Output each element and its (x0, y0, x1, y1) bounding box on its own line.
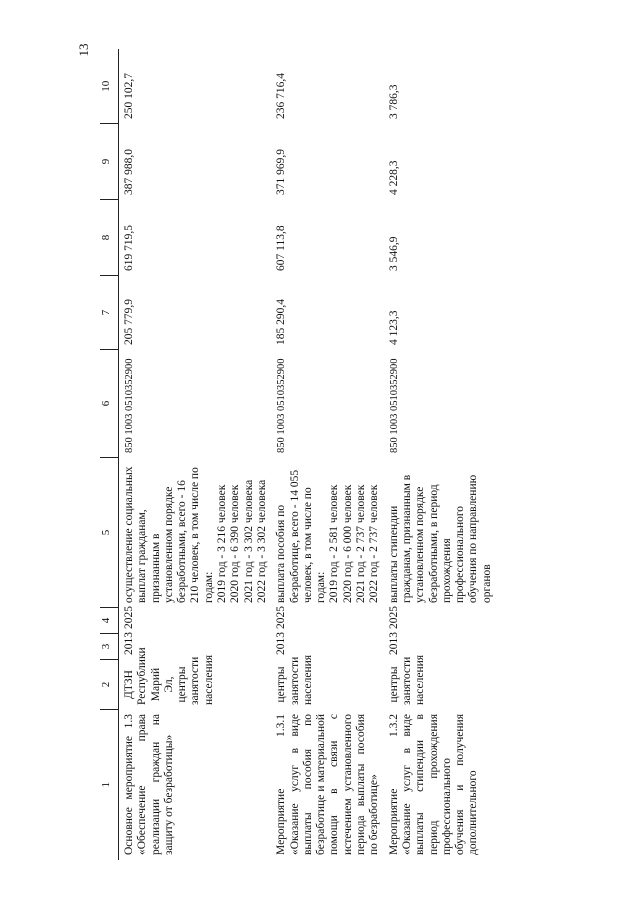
start-year: 2013 (387, 632, 400, 655)
executor: центры занятости населения (275, 654, 314, 705)
value-col8: 607 113,8 (275, 225, 288, 271)
value-col10: 236 716,4 (275, 73, 288, 119)
value-col7: 185 290,4 (275, 299, 288, 345)
start-year: 2013 (275, 632, 288, 655)
page-number: 13 (76, 43, 91, 57)
executor: ДТЗН Республики Марий Эл, центры занятости населения (123, 647, 215, 705)
table-row (384, 50, 496, 860)
column-number-row (100, 50, 119, 860)
measure-name: Мероприятие 1.3.1 «Оказание услуг в виде выплаты пособия по безработице и материальной помощи в связи с истечением установленного периода выплаты пособия по безработице» (275, 714, 381, 855)
column-header-7: 7 (100, 276, 119, 350)
budget-code: 850 1003 0510352900 (388, 358, 400, 453)
executor: центры занятости населения (387, 654, 427, 705)
column-header-1: 1 (100, 710, 119, 860)
expected-result: выплата пособия по безработице, всего - 14 055 человек, в том числе по годам: 2019 год - 2 581 человек 2020 год - 6 000 человек 2021 год - 2 737 человек 2022 год - 2 737 человек (275, 469, 381, 603)
column-header-2: 2 (100, 660, 119, 710)
value-col9: 4 228,3 (387, 160, 400, 195)
value-col8: 3 546,9 (387, 236, 400, 271)
value-col9: 387 988,0 (123, 149, 135, 195)
column-header-6: 6 (100, 350, 119, 458)
column-header-9: 9 (100, 124, 119, 200)
value-col10: 250 102,7 (123, 73, 135, 119)
value-col10: 3 786,3 (387, 84, 400, 119)
end-year: 2025 (123, 606, 135, 629)
value-col7: 205 779,9 (123, 299, 135, 345)
value-col9: 371 969,9 (275, 149, 288, 195)
program-measures-table (100, 50, 496, 861)
budget-code: 850 1003 0510352900 (276, 358, 288, 453)
end-year: 2025 (387, 606, 400, 629)
end-year: 2025 (275, 606, 288, 629)
start-year: 2013 (123, 632, 135, 655)
column-header-8: 8 (100, 200, 119, 276)
column-header-4: 4 (100, 608, 119, 634)
column-header-3: 3 (100, 634, 119, 660)
table-row (271, 50, 383, 860)
table-row (119, 50, 272, 860)
measure-name: Основное мероприятие 1.3 «Обеспечение права реализации граждан на защиту от безработицы» (123, 714, 175, 855)
table-body (119, 50, 497, 860)
expected-result: осуществление социальных выплат гражданам, признанным в установленном порядке безработными, всего - 16 210 человек, в том числе по годам: 2019 год - 3 216 человек 2020 год - 6 390 человек 2021 год - 3 302 человека 2022 год - 3 302 человека (123, 466, 268, 603)
value-col8: 619 719,5 (123, 225, 135, 271)
expected-result: выплаты стипендии гражданам, признанным в установленном порядке безработными, в период прохождения профессионального обучения по направлению органов (387, 474, 493, 603)
value-col7: 4 123,3 (387, 310, 400, 345)
column-header-5: 5 (100, 458, 119, 608)
measure-name: Мероприятие 1.3.2 «Оказание услуг в виде выплаты стипендии в период прохождения профессионального обучения и получения дополнительного (387, 714, 480, 855)
rotated-table-wrapper (100, 50, 530, 860)
budget-code: 850 1003 0510352900 (124, 358, 135, 453)
column-header-10: 10 (100, 50, 119, 124)
